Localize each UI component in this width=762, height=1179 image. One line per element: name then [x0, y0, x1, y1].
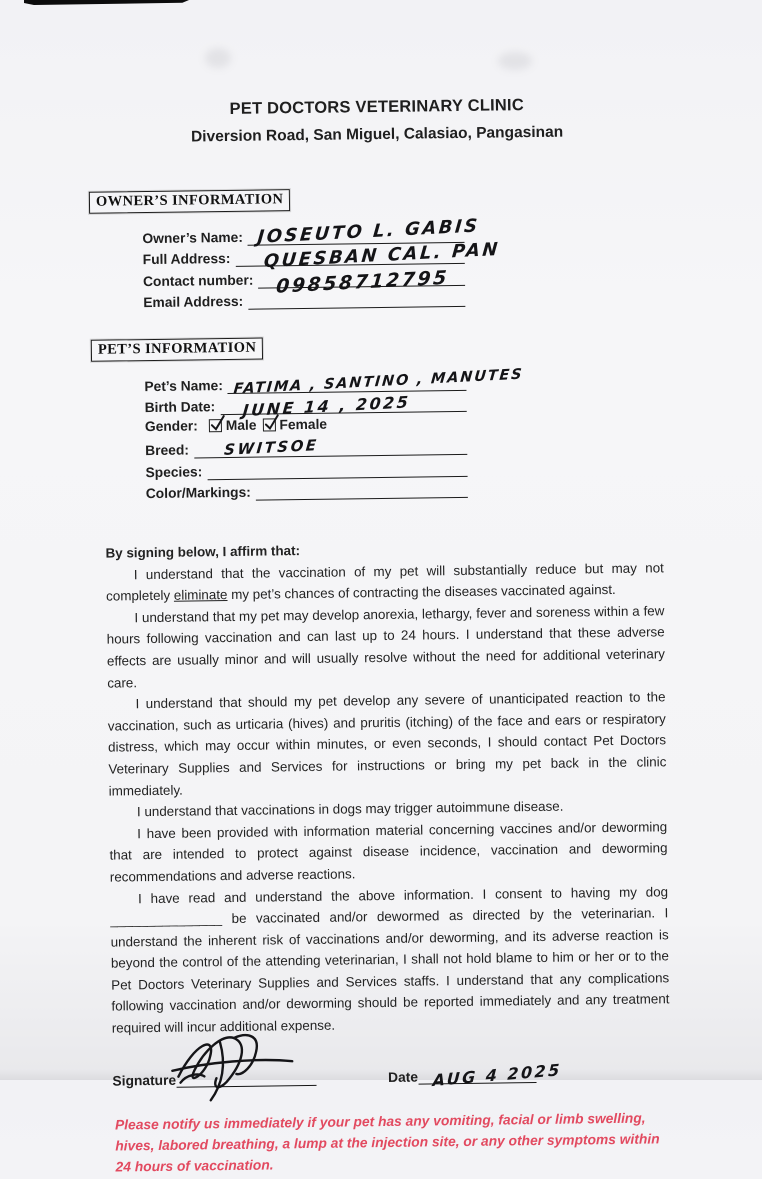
field-row-color-markings: [146, 476, 468, 502]
breed-label: Breed:: [145, 442, 190, 459]
species-label: Species:: [145, 463, 203, 480]
female-checkbox: [262, 419, 275, 432]
pet-fields: [144, 366, 525, 502]
affirmation-paragraph-3: I understand that should my pet develop any severe of unanticipated reaction to the vaccination, such as urticaria (hives) and pruritis (itching) of the face and ears or respiratory distress, which may occur within minutes, or even seconds, I should contact Pet Doctors Veterinary Supplies and Services for instructions or bring my pet back in the clinic immediately.: [107, 689, 667, 799]
check-mark-icon: [261, 413, 281, 433]
birth-date-label: Birth Date:: [144, 399, 216, 416]
affirmation-text: [105, 535, 669, 1039]
date-line: [418, 1059, 562, 1090]
signature-label: Signature: [112, 1072, 177, 1089]
pet-section-title: PET’S INFORMATION: [91, 338, 264, 362]
owner-fields: [142, 214, 501, 311]
field-row-email: [143, 285, 465, 311]
handwritten-date: AUG 4 2025: [431, 1059, 562, 1090]
male-label: Male: [225, 417, 257, 434]
dog-name-blank: _______________: [110, 911, 223, 928]
handwritten-owner-name: JOSEUTO L. GABIS: [257, 214, 481, 248]
owner-section-title: OWNER’S INFORMATION: [89, 189, 291, 214]
clinic-address: Diversion Road, San Miguel, Calasiao, Pangasinan: [190, 123, 564, 146]
color-markings-line: [256, 481, 468, 501]
clinic-name: PET DOCTORS VETERINARY CLINIC: [229, 96, 524, 118]
date-label: Date: [387, 1069, 419, 1085]
form-header: [0, 93, 758, 149]
signature-line: [176, 1071, 316, 1088]
underlined-word: eliminate: [173, 587, 228, 603]
gender-label: Gender:: [144, 418, 198, 435]
affirmation-paragraph-2: I understand that my pet may develop anorexia, lethargy, fever and soreness within a few hours following vaccination and can last up to 24 hours. I understand that these adverse effects are usually minor and will usually resolve without the need for additional veterinary care.: [106, 603, 666, 691]
handwritten-pet-name: FATIMA , SANTINO , MANUTES: [233, 366, 525, 398]
paragraph-text: my pet’s chances of contracting the diseases vaccinated against.: [227, 582, 616, 603]
email-line: [248, 290, 465, 310]
affirmation-paragraph-5: I have been provided with information material concerning vaccines and/or deworming that are intended to protect against disease incidence, vaccination and deworming recommendations and adverse reactions.: [109, 819, 668, 885]
handwritten-breed: SWITSOE: [223, 435, 320, 459]
handwritten-birth-date: JUNE 14 , 2025: [241, 392, 411, 421]
affirmation-paragraph-6: [110, 881, 670, 1039]
affirmation-paragraph-1: [106, 557, 665, 607]
male-checkbox: [209, 419, 222, 432]
affirmation-paragraph-4: I understand that vaccinations in dogs may trigger autoimmune disease.: [136, 798, 564, 820]
vaccination-warning-note: Please notify us immediately if your pet has any vomiting, facial or limb swelling, hives, labored breathing, a lump at the injection site, or any other symptoms within 24 hours of vaccination.: [114, 1110, 660, 1175]
handwritten-full-address: QUESBAN CAL. PAN: [262, 238, 501, 273]
owner-name-label: Owner’s Name:: [142, 229, 243, 246]
female-label: Female: [279, 416, 328, 433]
color-markings-label: Color/Markings:: [145, 484, 251, 502]
affirmation-heading: By signing below, I affirm that:: [105, 543, 301, 561]
pet-name-label: Pet’s Name:: [144, 377, 223, 394]
paragraph-text: I have read and understand the above information. I consent to having my dog: [137, 883, 669, 906]
spacer: [316, 1085, 388, 1086]
signature-row: [112, 1059, 668, 1090]
email-label: Email Address:: [143, 293, 244, 311]
paragraph-text: I understand that the vaccination of my pet will substantially reduce but may not completely: [106, 559, 664, 604]
full-address-label: Full Address:: [142, 250, 231, 268]
contact-number-label: Contact number:: [142, 272, 254, 289]
handwritten-contact-number: 09858712795: [275, 266, 451, 298]
handwritten-signature: [163, 1029, 314, 1103]
paragraph-text: be vaccinated and/or dewormed as directed by the veterinarian. I understand the inherent risk of vaccinations and/or deworming, and its adverse reaction is beyond the control of the attending veterinarian, I shall not hold blame to him or her or to the Pet Doctors Veterinary Supplies and Services staffs. I understand that any complications following vaccination and/or deworming should be reported immediately and any treatment required will incur additional expense.: [110, 905, 670, 1036]
check-mark-icon: [208, 413, 228, 433]
